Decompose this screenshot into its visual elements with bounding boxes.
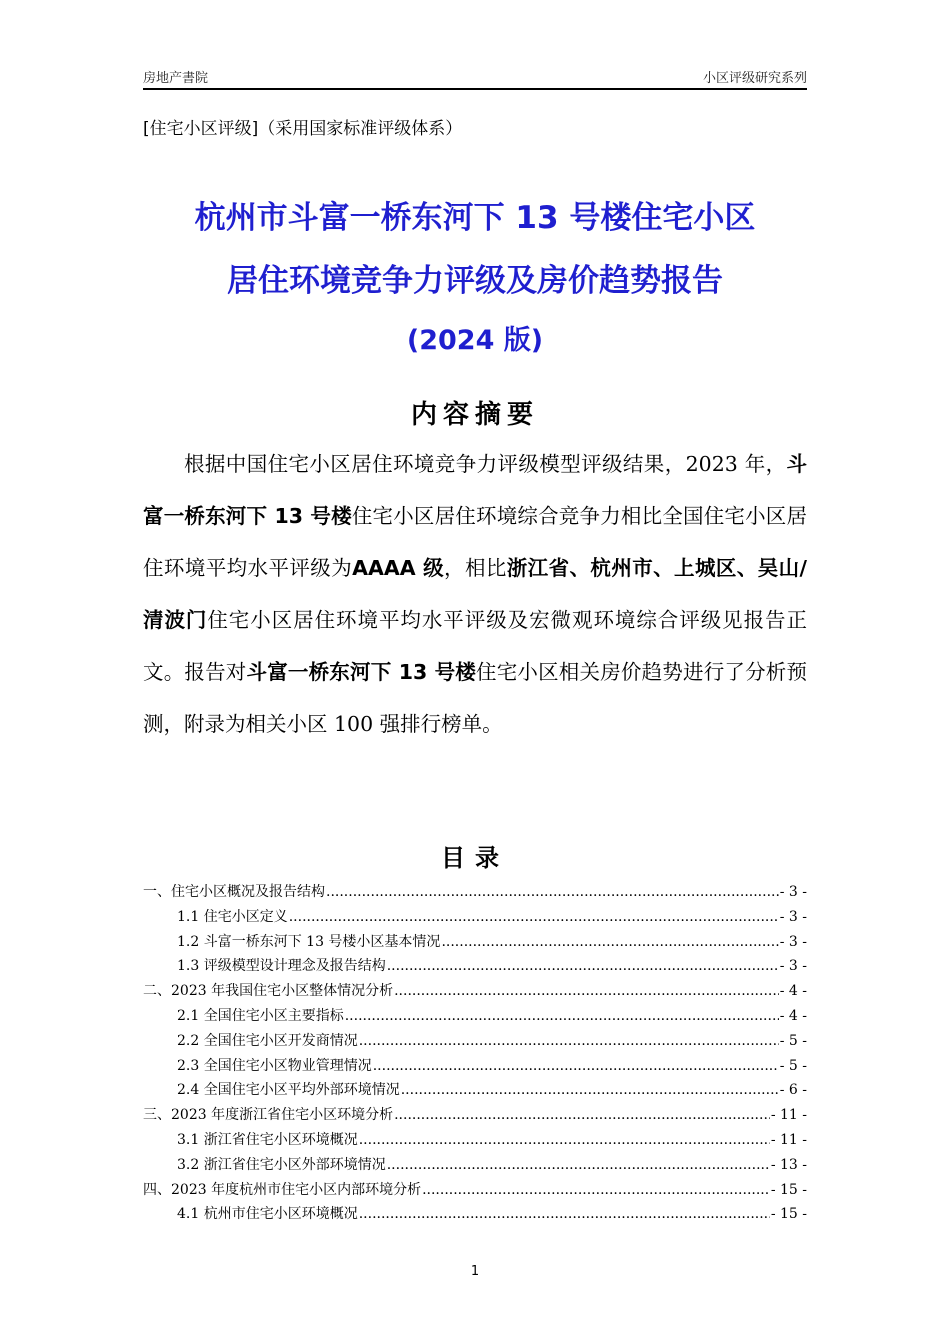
toc-entry-page: - 3 - [779, 884, 807, 900]
toc-entry-page: - 15 - [770, 1206, 807, 1223]
toc-entry[interactable] [143, 1202, 807, 1227]
toc-leader-dots [359, 1128, 770, 1153]
toc-leader-dots [394, 1103, 770, 1128]
toc-entry[interactable] [143, 905, 807, 930]
toc-leader-dots [359, 1029, 779, 1054]
toc-entry[interactable] [143, 1054, 807, 1079]
toc-entry-page: - 11 - [770, 1107, 807, 1124]
toc-leader-dots [326, 880, 779, 905]
toc-entry-label: 二、2023 年我国住宅小区整体情况分析 [143, 983, 394, 1000]
toc-leader-dots [401, 1078, 779, 1103]
toc-entry-page: - 15 - [770, 1181, 807, 1198]
toc-entry-page: - 11 - [770, 1131, 807, 1148]
abstract-bold-text: 斗富一桥东河下 13 号楼 [246, 660, 476, 684]
toc-entry-label: 四、2023 年度杭州市住宅小区内部环境分析 [143, 1181, 422, 1198]
toc-leader-dots [387, 1153, 770, 1178]
abstract-heading: 内容摘要 [410, 400, 539, 430]
abstract-body [143, 438, 807, 750]
toc-entry[interactable] [143, 930, 807, 955]
toc-entry-label: 一、住宅小区概况及报告结构 [143, 884, 325, 900]
toc-entry-page: - 3 - [779, 908, 807, 925]
toc-leader-dots [422, 1178, 770, 1203]
toc-entry-label: 三、2023 年度浙江省住宅小区环境分析 [143, 1107, 394, 1124]
toc-leader-dots [289, 905, 779, 930]
toc-entry-label: 1.1 住宅小区定义 [177, 908, 288, 925]
toc-entry-page: - 4 - [779, 1007, 807, 1024]
abstract-text: 住宅小区居住环境综合竞争力相比全国住宅小区居住环境平均水平评级为 [143, 504, 808, 580]
table-of-contents [143, 880, 807, 1227]
toc-entry-label: 3.1 浙江省住宅小区环境概况 [177, 1131, 358, 1148]
report-title-line-2: 居住环境竞争力评级及房价趋势报告 [227, 263, 723, 299]
header-right-text: 小区评级研究系列 [702, 71, 807, 86]
page-number: 1 [470, 1264, 480, 1279]
abstract-text: 住宅小区相关房价趋势进行了分析预测，附录为相关小区 100 强排行榜单。 [143, 660, 807, 736]
toc-entry-label: 1.3 评级模型设计理念及报告结构 [177, 958, 386, 975]
report-title-line-1: 杭州市斗富一桥东河下 13 号楼住宅小区 [194, 200, 756, 236]
toc-entry-label: 4.1 杭州市住宅小区环境概况 [177, 1206, 358, 1223]
abstract-text: 住宅小区居住环境平均水平评级及宏微观环境综合评级见报告正文。报告对 [143, 608, 808, 684]
toc-entry[interactable] [143, 880, 807, 905]
toc-entry-page: - 13 - [770, 1156, 807, 1173]
toc-heading: 目录 [441, 844, 509, 872]
toc-entry-page: - 4 - [779, 983, 807, 1000]
toc-entry[interactable] [143, 1153, 807, 1178]
abstract-bold-text: 浙江省、杭州市、上城区、吴山/清波门 [143, 556, 807, 632]
rating-tag: [住宅小区评级]（采用国家标准评级体系） [143, 119, 463, 139]
toc-entry[interactable] [143, 1128, 807, 1153]
toc-leader-dots [441, 930, 778, 955]
toc-entry-label: 3.2 浙江省住宅小区外部环境情况 [177, 1156, 386, 1173]
abstract-bold-text: AAAA 级 [352, 556, 445, 580]
toc-leader-dots [359, 1202, 770, 1227]
toc-entry-label: 2.1 全国住宅小区主要指标 [177, 1007, 344, 1024]
toc-entry[interactable] [143, 979, 807, 1004]
toc-entry-label: 1.2 斗富一桥东河下 13 号楼小区基本情况 [177, 933, 441, 950]
toc-entry[interactable] [143, 1004, 807, 1029]
toc-entry-page: - 5 - [779, 1057, 807, 1074]
report-edition: (2024 版) [406, 325, 544, 356]
toc-leader-dots [373, 1054, 779, 1079]
toc-entry-page: - 3 - [779, 933, 807, 950]
abstract-text: ，相比 [444, 556, 507, 580]
toc-leader-dots [345, 1004, 779, 1029]
toc-entry[interactable] [143, 1103, 807, 1128]
toc-entry-label: 2.4 全国住宅小区平均外部环境情况 [177, 1082, 400, 1099]
toc-entry-page: - 3 - [779, 958, 807, 975]
toc-leader-dots [387, 954, 779, 979]
toc-entry[interactable] [143, 1078, 807, 1103]
toc-entry[interactable] [143, 1029, 807, 1054]
header-left-text: 房地产書院 [143, 71, 209, 86]
toc-entry-label: 2.3 全国住宅小区物业管理情况 [177, 1057, 372, 1074]
header-divider [143, 88, 807, 90]
toc-entry[interactable] [143, 1178, 807, 1203]
toc-entry[interactable] [143, 954, 807, 979]
toc-leader-dots [394, 979, 779, 1004]
abstract-paragraph [143, 438, 807, 750]
toc-entry-page: - 5 - [779, 1032, 807, 1049]
abstract-bold-text: 斗富一桥东河下 13 号楼 [143, 452, 807, 528]
toc-entry-page: - 6 - [779, 1082, 807, 1099]
toc-entry-label: 2.2 全国住宅小区开发商情况 [177, 1032, 358, 1049]
abstract-text: 根据中国住宅小区居住环境竞争力评级模型评级结果，2023 年， [184, 452, 787, 476]
